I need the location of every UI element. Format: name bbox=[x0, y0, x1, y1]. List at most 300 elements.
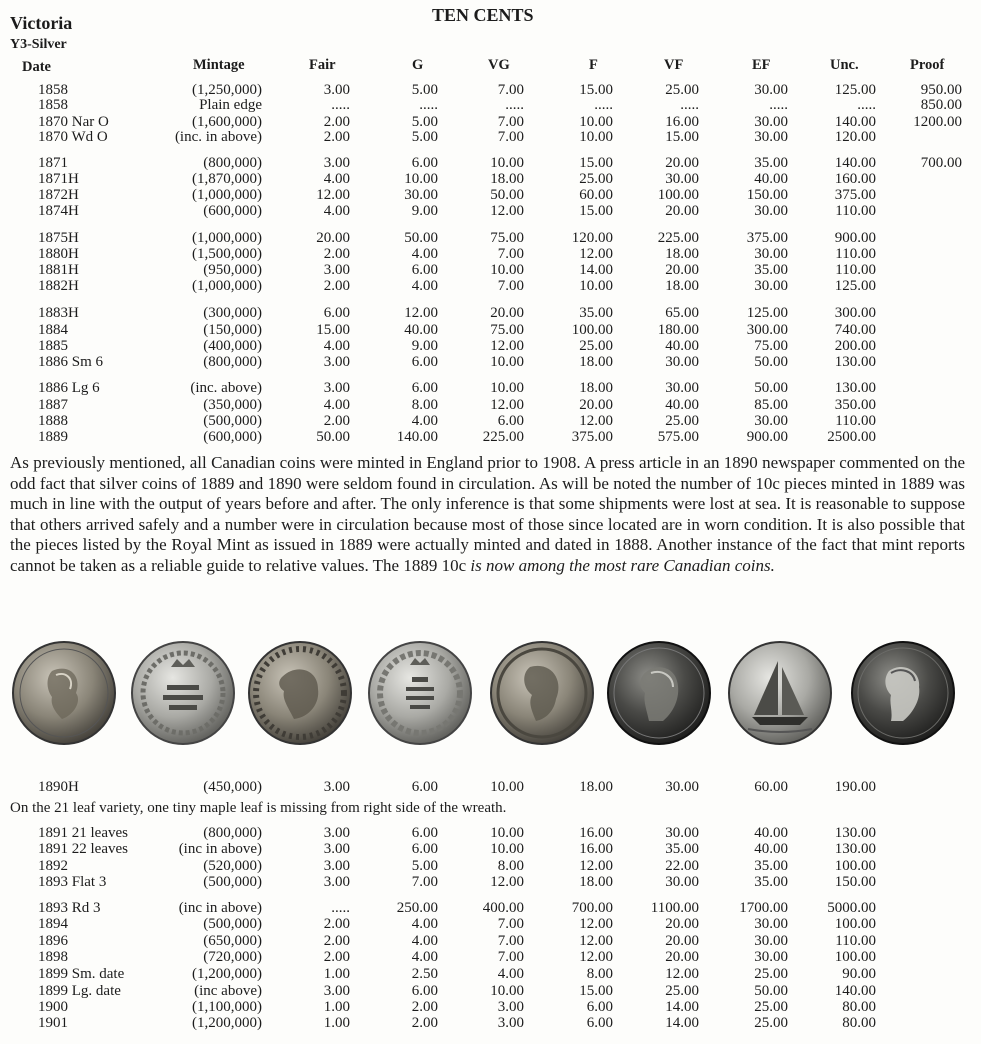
price-unc: 90.00 bbox=[842, 966, 876, 982]
price-f: 12.00 bbox=[579, 933, 613, 949]
table-row bbox=[0, 129, 981, 146]
row-mintage: (800,000) bbox=[203, 354, 262, 370]
price-fair: 3.00 bbox=[323, 354, 350, 370]
price-vg: 6.00 bbox=[497, 413, 524, 429]
price-vf: ..... bbox=[680, 97, 699, 113]
price-f: 15.00 bbox=[579, 82, 613, 98]
col-head-proof: Proof bbox=[910, 57, 945, 73]
price-fair: 2.00 bbox=[323, 949, 350, 965]
price-f: 60.00 bbox=[579, 187, 613, 203]
price-proof: 1200.00 bbox=[913, 114, 962, 130]
row-date: 1899 Sm. date bbox=[38, 966, 125, 982]
coin-victoria-obverse-image bbox=[12, 641, 116, 745]
price-ef: 50.00 bbox=[754, 354, 788, 370]
price-vg: 50.00 bbox=[490, 187, 524, 203]
row-mintage: (800,000) bbox=[203, 155, 262, 171]
row-date: 1893 Flat 3 bbox=[38, 874, 107, 890]
price-g: 8.00 bbox=[411, 397, 438, 413]
row-date: 1874H bbox=[38, 203, 79, 219]
price-ef: 900.00 bbox=[746, 429, 788, 445]
price-f: 100.00 bbox=[571, 322, 613, 338]
price-ef: 40.00 bbox=[754, 825, 788, 841]
table-row bbox=[0, 983, 981, 1000]
price-fair: 3.00 bbox=[323, 841, 350, 857]
price-unc: 110.00 bbox=[835, 413, 876, 429]
price-vg: 400.00 bbox=[482, 900, 524, 916]
price-fair: ..... bbox=[331, 97, 350, 113]
row-mintage: (inc in above) bbox=[178, 900, 262, 916]
price-f: 16.00 bbox=[579, 825, 613, 841]
coin-george-vi-obverse-image bbox=[607, 641, 711, 745]
price-ef: 30.00 bbox=[754, 82, 788, 98]
price-unc: ..... bbox=[857, 97, 876, 113]
table-row bbox=[0, 322, 981, 339]
price-vf: 25.00 bbox=[665, 983, 699, 999]
price-vg: 7.00 bbox=[497, 114, 524, 130]
price-unc: 110.00 bbox=[835, 246, 876, 262]
price-g: 6.00 bbox=[411, 779, 438, 795]
price-vf: 30.00 bbox=[665, 354, 699, 370]
price-ef: 35.00 bbox=[754, 262, 788, 278]
price-vf: 35.00 bbox=[665, 841, 699, 857]
table-row bbox=[0, 380, 981, 397]
coin-george-v-obverse-image bbox=[490, 641, 594, 745]
row-date: 1872H bbox=[38, 187, 79, 203]
price-vg: 12.00 bbox=[490, 338, 524, 354]
table-row bbox=[0, 246, 981, 263]
price-g: 5.00 bbox=[411, 129, 438, 145]
table-row bbox=[0, 999, 981, 1016]
price-ef: 35.00 bbox=[754, 155, 788, 171]
price-vg: 18.00 bbox=[490, 171, 524, 187]
price-vf: 15.00 bbox=[665, 129, 699, 145]
price-ef: 375.00 bbox=[746, 230, 788, 246]
row-date: 1892 bbox=[38, 858, 68, 874]
price-g: 4.00 bbox=[411, 246, 438, 262]
price-unc: 100.00 bbox=[834, 916, 876, 932]
price-ef: 125.00 bbox=[746, 305, 788, 321]
price-unc: 350.00 bbox=[834, 397, 876, 413]
price-vg: 3.00 bbox=[497, 999, 524, 1015]
row-mintage: (1,100,000) bbox=[192, 999, 262, 1015]
price-fair: 12.00 bbox=[316, 187, 350, 203]
price-g: 10.00 bbox=[404, 171, 438, 187]
price-fair: 15.00 bbox=[316, 322, 350, 338]
table-row bbox=[0, 230, 981, 247]
price-vf: 30.00 bbox=[665, 380, 699, 396]
row-date: 1881H bbox=[38, 262, 79, 278]
price-vf: 20.00 bbox=[665, 262, 699, 278]
row-date: 1898 bbox=[38, 949, 68, 965]
price-f: 10.00 bbox=[579, 129, 613, 145]
price-vf: 30.00 bbox=[665, 874, 699, 890]
price-vf: 65.00 bbox=[665, 305, 699, 321]
paragraph-italic-text: is now among the most rare Canadian coins. bbox=[470, 555, 775, 575]
price-ef: 85.00 bbox=[754, 397, 788, 413]
price-g: 5.00 bbox=[411, 82, 438, 98]
table-row bbox=[0, 874, 981, 891]
price-g: 2.50 bbox=[411, 966, 438, 982]
price-unc: 125.00 bbox=[834, 278, 876, 294]
price-unc: 5000.00 bbox=[827, 900, 876, 916]
price-vf: 12.00 bbox=[665, 966, 699, 982]
col-head-f: F bbox=[589, 57, 598, 73]
row-date: 1885 bbox=[38, 338, 68, 354]
table-row bbox=[0, 354, 981, 371]
row-date: 1890H bbox=[38, 779, 79, 795]
table-row bbox=[0, 171, 981, 188]
row-date: 1871 bbox=[38, 155, 68, 171]
row-mintage: (1,200,000) bbox=[192, 966, 262, 982]
table-row bbox=[0, 949, 981, 966]
price-unc: 300.00 bbox=[834, 305, 876, 321]
price-ef: 50.00 bbox=[754, 983, 788, 999]
price-f: 12.00 bbox=[579, 916, 613, 932]
row-mintage: (650,000) bbox=[203, 933, 262, 949]
price-vf: 22.00 bbox=[665, 858, 699, 874]
price-unc: 100.00 bbox=[834, 949, 876, 965]
table-row bbox=[0, 1015, 981, 1032]
price-f: 35.00 bbox=[579, 305, 613, 321]
table-row bbox=[0, 779, 981, 796]
row-mintage: (600,000) bbox=[203, 429, 262, 445]
price-fair: 3.00 bbox=[323, 82, 350, 98]
price-vf: 1100.00 bbox=[650, 900, 699, 916]
price-vf: 14.00 bbox=[665, 999, 699, 1015]
table-row bbox=[0, 916, 981, 933]
price-vg: 12.00 bbox=[490, 397, 524, 413]
table-row bbox=[0, 305, 981, 322]
price-ef: 25.00 bbox=[754, 966, 788, 982]
price-fair: 2.00 bbox=[323, 278, 350, 294]
coin-edward-reverse-image bbox=[368, 641, 472, 745]
price-ef: 30.00 bbox=[754, 278, 788, 294]
price-ef: 40.00 bbox=[754, 171, 788, 187]
price-g: 12.00 bbox=[404, 305, 438, 321]
price-fair: 1.00 bbox=[323, 966, 350, 982]
price-vg: 10.00 bbox=[490, 825, 524, 841]
price-fair: 3.00 bbox=[323, 825, 350, 841]
row-date: 1894 bbox=[38, 916, 68, 932]
price-vg: 10.00 bbox=[490, 262, 524, 278]
row-mintage: (1,600,000) bbox=[192, 114, 262, 130]
price-fair: 3.00 bbox=[323, 874, 350, 890]
price-unc: 200.00 bbox=[834, 338, 876, 354]
price-f: ..... bbox=[594, 97, 613, 113]
price-vg: 7.00 bbox=[497, 278, 524, 294]
price-f: 14.00 bbox=[579, 262, 613, 278]
row-date: 1884 bbox=[38, 322, 68, 338]
price-vg: 8.00 bbox=[497, 858, 524, 874]
price-unc: 2500.00 bbox=[827, 429, 876, 445]
table-row bbox=[0, 187, 981, 204]
row-mintage: (600,000) bbox=[203, 203, 262, 219]
price-g: 6.00 bbox=[411, 380, 438, 396]
price-g: 4.00 bbox=[411, 916, 438, 932]
table-row bbox=[0, 278, 981, 295]
price-unc: 140.00 bbox=[834, 114, 876, 130]
row-mintage: (500,000) bbox=[203, 413, 262, 429]
price-fair: 1.00 bbox=[323, 999, 350, 1015]
price-fair: 3.00 bbox=[323, 983, 350, 999]
price-ef: 1700.00 bbox=[739, 900, 788, 916]
price-vg: 7.00 bbox=[497, 246, 524, 262]
price-ef: 60.00 bbox=[754, 779, 788, 795]
price-g: 6.00 bbox=[411, 983, 438, 999]
row-mintage: (450,000) bbox=[203, 779, 262, 795]
price-f: 16.00 bbox=[579, 841, 613, 857]
price-proof: 700.00 bbox=[920, 155, 962, 171]
row-mintage: (1,500,000) bbox=[192, 246, 262, 262]
price-f: 20.00 bbox=[579, 397, 613, 413]
price-f: 15.00 bbox=[579, 155, 613, 171]
table-row bbox=[0, 933, 981, 950]
price-fair: 2.00 bbox=[323, 413, 350, 429]
col-head-vf: VF bbox=[664, 57, 684, 73]
price-ef: 30.00 bbox=[754, 246, 788, 262]
price-g: 2.00 bbox=[411, 999, 438, 1015]
col-head-vg: VG bbox=[488, 57, 510, 73]
col-head-fair: Fair bbox=[309, 57, 336, 73]
row-mintage: (800,000) bbox=[203, 825, 262, 841]
price-fair: 2.00 bbox=[323, 916, 350, 932]
price-vf: 25.00 bbox=[665, 413, 699, 429]
price-ef: 30.00 bbox=[754, 129, 788, 145]
price-vf: 16.00 bbox=[665, 114, 699, 130]
price-f: 15.00 bbox=[579, 983, 613, 999]
price-vf: 40.00 bbox=[665, 338, 699, 354]
col-head-unc: Unc. bbox=[830, 57, 859, 73]
price-vg: 20.00 bbox=[490, 305, 524, 321]
price-g: ..... bbox=[419, 97, 438, 113]
price-g: 6.00 bbox=[411, 825, 438, 841]
price-f: 18.00 bbox=[579, 874, 613, 890]
price-vg: 75.00 bbox=[490, 230, 524, 246]
price-f: 18.00 bbox=[579, 779, 613, 795]
page-title: TEN CENTS bbox=[432, 5, 534, 25]
price-ef: 40.00 bbox=[754, 841, 788, 857]
price-vg: 10.00 bbox=[490, 380, 524, 396]
price-ef: 30.00 bbox=[754, 203, 788, 219]
price-vg: 7.00 bbox=[497, 949, 524, 965]
table-row bbox=[0, 397, 981, 414]
price-vg: 12.00 bbox=[490, 203, 524, 219]
price-vg: 7.00 bbox=[497, 129, 524, 145]
price-fair: 1.00 bbox=[323, 1015, 350, 1031]
col-head-g: G bbox=[412, 57, 424, 73]
price-unc: 110.00 bbox=[835, 933, 876, 949]
price-fair: 2.00 bbox=[323, 114, 350, 130]
price-g: 6.00 bbox=[411, 841, 438, 857]
row-mintage: (950,000) bbox=[203, 262, 262, 278]
price-ef: 25.00 bbox=[754, 1015, 788, 1031]
price-vf: 18.00 bbox=[665, 246, 699, 262]
price-vf: 30.00 bbox=[665, 171, 699, 187]
price-f: 25.00 bbox=[579, 171, 613, 187]
row-date: 1899 Lg. date bbox=[38, 983, 121, 999]
row-date: 1882H bbox=[38, 278, 79, 294]
price-g: 30.00 bbox=[404, 187, 438, 203]
price-vf: 575.00 bbox=[657, 429, 699, 445]
price-vf: 30.00 bbox=[665, 779, 699, 795]
price-unc: 125.00 bbox=[834, 82, 876, 98]
price-vf: 20.00 bbox=[665, 155, 699, 171]
price-fair: 20.00 bbox=[316, 230, 350, 246]
price-unc: 130.00 bbox=[834, 380, 876, 396]
price-f: 12.00 bbox=[579, 246, 613, 262]
table-row bbox=[0, 841, 981, 858]
row-mintage: (400,000) bbox=[203, 338, 262, 354]
coin-edward-obverse-image bbox=[248, 641, 352, 745]
price-proof: 950.00 bbox=[920, 82, 962, 98]
price-unc: 140.00 bbox=[834, 155, 876, 171]
price-ef: 150.00 bbox=[746, 187, 788, 203]
price-ef: 30.00 bbox=[754, 933, 788, 949]
coin-bluenose-reverse-image bbox=[728, 641, 832, 745]
price-f: 8.00 bbox=[586, 966, 613, 982]
price-g: 40.00 bbox=[404, 322, 438, 338]
price-unc: 190.00 bbox=[834, 779, 876, 795]
price-fair: 2.00 bbox=[323, 933, 350, 949]
price-vg: 4.00 bbox=[497, 966, 524, 982]
price-g: 5.00 bbox=[411, 114, 438, 130]
price-vg: 10.00 bbox=[490, 354, 524, 370]
price-g: 50.00 bbox=[404, 230, 438, 246]
price-vf: 20.00 bbox=[665, 916, 699, 932]
row-date: 1883H bbox=[38, 305, 79, 321]
price-unc: 150.00 bbox=[834, 874, 876, 890]
price-g: 4.00 bbox=[411, 933, 438, 949]
price-vf: 18.00 bbox=[665, 278, 699, 294]
price-unc: 375.00 bbox=[834, 187, 876, 203]
price-vg: 10.00 bbox=[490, 983, 524, 999]
table-row bbox=[0, 338, 981, 355]
price-g: 140.00 bbox=[396, 429, 438, 445]
price-vg: 3.00 bbox=[497, 1015, 524, 1031]
price-ef: 30.00 bbox=[754, 114, 788, 130]
price-fair: 3.00 bbox=[323, 858, 350, 874]
row-mintage: (1,870,000) bbox=[192, 171, 262, 187]
price-vf: 14.00 bbox=[665, 1015, 699, 1031]
price-g: 2.00 bbox=[411, 1015, 438, 1031]
price-ef: ..... bbox=[769, 97, 788, 113]
price-vf: 100.00 bbox=[657, 187, 699, 203]
row-date: 1889 bbox=[38, 429, 68, 445]
row-mintage: (inc in above) bbox=[178, 841, 262, 857]
row-mintage: (1,250,000) bbox=[192, 82, 262, 98]
row-mintage: (500,000) bbox=[203, 916, 262, 932]
price-vg: 10.00 bbox=[490, 841, 524, 857]
row-mintage: (1,200,000) bbox=[192, 1015, 262, 1031]
row-mintage: Plain edge bbox=[199, 97, 262, 113]
row-date: 1870 Nar O bbox=[38, 114, 109, 130]
price-vf: 20.00 bbox=[665, 933, 699, 949]
price-unc: 80.00 bbox=[842, 1015, 876, 1031]
price-ef: 50.00 bbox=[754, 380, 788, 396]
price-f: 12.00 bbox=[579, 413, 613, 429]
row-mintage: (520,000) bbox=[203, 858, 262, 874]
price-f: 10.00 bbox=[579, 114, 613, 130]
table-row bbox=[0, 900, 981, 917]
row-mintage: (300,000) bbox=[203, 305, 262, 321]
price-g: 250.00 bbox=[396, 900, 438, 916]
price-f: 25.00 bbox=[579, 338, 613, 354]
price-vf: 20.00 bbox=[665, 949, 699, 965]
row-date: 1887 bbox=[38, 397, 68, 413]
price-ef: 35.00 bbox=[754, 874, 788, 890]
price-proof: 850.00 bbox=[920, 97, 962, 113]
price-f: 375.00 bbox=[571, 429, 613, 445]
row-date: 1870 Wd O bbox=[38, 129, 108, 145]
table-row bbox=[0, 429, 981, 446]
price-fair: 50.00 bbox=[316, 429, 350, 445]
price-ef: 30.00 bbox=[754, 413, 788, 429]
row-date: 1886 Sm 6 bbox=[38, 354, 104, 370]
price-f: 18.00 bbox=[579, 380, 613, 396]
price-unc: 130.00 bbox=[834, 841, 876, 857]
series-subtitle: Y3-Silver bbox=[10, 37, 67, 52]
wreath-variety-note: On the 21 leaf variety, one tiny maple leaf is missing from right side of the wreath. bbox=[10, 800, 507, 816]
price-vf: 20.00 bbox=[665, 203, 699, 219]
price-g: 4.00 bbox=[411, 413, 438, 429]
row-date: 1875H bbox=[38, 230, 79, 246]
table-row bbox=[0, 262, 981, 279]
price-vg: 75.00 bbox=[490, 322, 524, 338]
row-mintage: (500,000) bbox=[203, 874, 262, 890]
price-unc: 80.00 bbox=[842, 999, 876, 1015]
price-g: 4.00 bbox=[411, 949, 438, 965]
price-unc: 740.00 bbox=[834, 322, 876, 338]
price-f: 10.00 bbox=[579, 278, 613, 294]
price-unc: 110.00 bbox=[835, 203, 876, 219]
price-f: 12.00 bbox=[579, 858, 613, 874]
row-date: 1893 Rd 3 bbox=[38, 900, 101, 916]
price-f: 15.00 bbox=[579, 203, 613, 219]
history-paragraph bbox=[10, 453, 965, 577]
row-date: 1896 bbox=[38, 933, 68, 949]
table-row bbox=[0, 413, 981, 430]
row-date: 1891 22 leaves bbox=[38, 841, 128, 857]
col-head-date: Date bbox=[22, 59, 51, 75]
price-vg: 7.00 bbox=[497, 916, 524, 932]
price-vg: 10.00 bbox=[490, 155, 524, 171]
row-mintage: (inc. in above) bbox=[174, 129, 262, 145]
price-vf: 180.00 bbox=[657, 322, 699, 338]
row-date: 1886 Lg 6 bbox=[38, 380, 100, 396]
col-head-mintage: Mintage bbox=[193, 57, 245, 73]
price-unc: 110.00 bbox=[835, 262, 876, 278]
price-unc: 160.00 bbox=[834, 171, 876, 187]
price-vf: 30.00 bbox=[665, 825, 699, 841]
row-date: 1900 bbox=[38, 999, 68, 1015]
row-date: 1901 bbox=[38, 1015, 68, 1031]
col-head-ef: EF bbox=[752, 57, 771, 73]
price-vg: 10.00 bbox=[490, 779, 524, 795]
row-mintage: (720,000) bbox=[203, 949, 262, 965]
price-ef: 30.00 bbox=[754, 916, 788, 932]
price-fair: 3.00 bbox=[323, 262, 350, 278]
price-ef: 30.00 bbox=[754, 949, 788, 965]
price-g: 6.00 bbox=[411, 262, 438, 278]
price-ef: 75.00 bbox=[754, 338, 788, 354]
price-fair: 2.00 bbox=[323, 129, 350, 145]
paragraph-main-text: As previously mentioned, all Canadian coins were minted in England prior to 1908. A press article in an 1890 newspaper commented on the odd fact that silver coins of 1889 and 1890 were seldom found in circulation. As will be noted the number of 10c pieces minted in 1889 was much in line with the output of years before and after. The only inference is that some shipments were lost at sea. It is reasonable to suppose that others arrived safely and a number were in circulation because most of those since located are in worn condition. It is also possible that the pieces listed by the Royal Mint as issued in 1889 were actually minted and dated in 1888. Another instance of the fact that mint reports cannot be taken as a reliable guide to relative values. The 1889 10c bbox=[10, 453, 965, 575]
price-fair: 4.00 bbox=[323, 338, 350, 354]
price-g: 5.00 bbox=[411, 858, 438, 874]
row-mintage: (1,000,000) bbox=[192, 187, 262, 203]
price-fair: 4.00 bbox=[323, 397, 350, 413]
price-unc: 130.00 bbox=[834, 354, 876, 370]
